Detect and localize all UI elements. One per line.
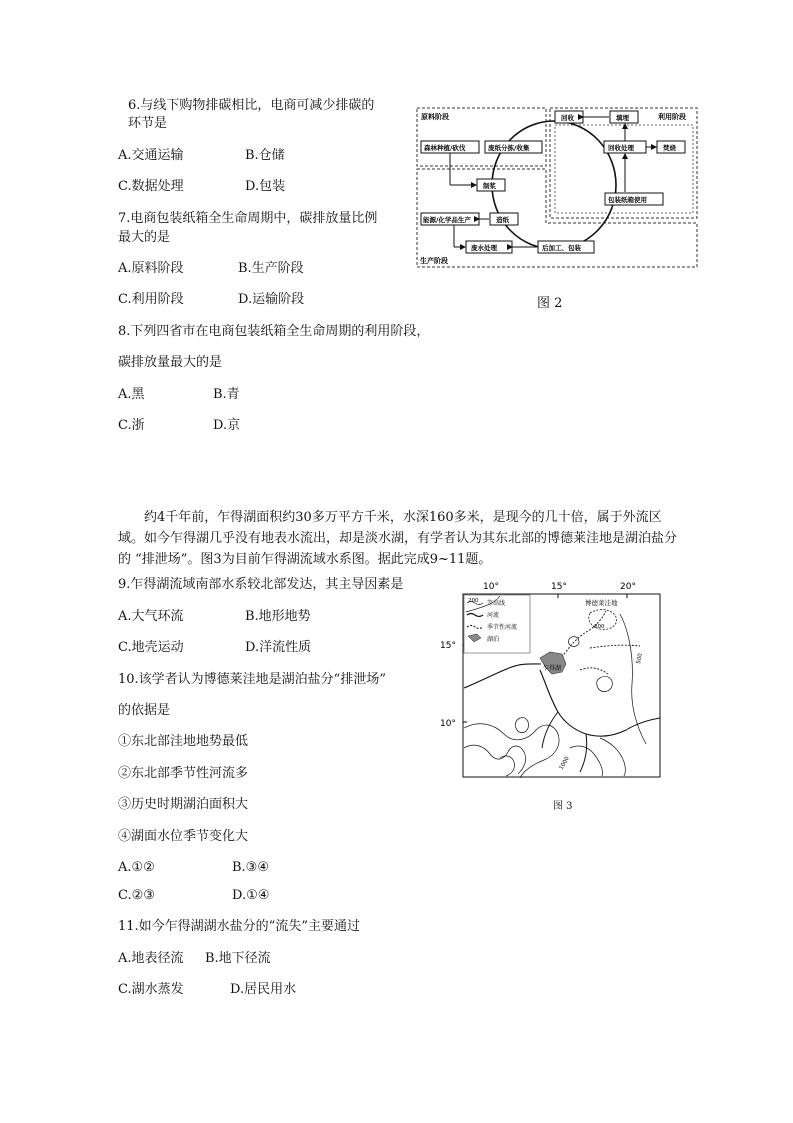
q8-stem-line2: 碳排放量最大的是	[118, 355, 223, 370]
q6-option-b: B.仓储	[245, 148, 285, 163]
legend-seasonal-river: 季节性河流	[487, 624, 518, 631]
q9-stem: 9.乍得湖流域南部水系较北部发达，其主导因素是	[118, 577, 404, 592]
q10-statement-3: ③历史时期湖泊面积大	[118, 797, 249, 812]
box-process	[604, 141, 646, 153]
svg-text:回收处理: 回收处理	[608, 144, 634, 152]
q11-option-c: C.湖水蒸发	[118, 982, 184, 997]
q9-option-c: C.地壳运动	[118, 640, 184, 655]
figure-2-diagram	[414, 103, 700, 271]
lat-10-label: 10°	[440, 719, 456, 729]
box-water	[466, 241, 512, 253]
box-pulp	[477, 179, 505, 191]
q8-option-c: C.浙	[118, 418, 145, 433]
lon-10-label: 10°	[483, 582, 499, 592]
contour-200-b: 200	[594, 624, 605, 630]
stage-use-label: 利用阶段	[658, 113, 686, 121]
box-chem	[421, 213, 479, 225]
svg-text:回收: 回收	[561, 114, 574, 122]
q7-option-c: C.利用阶段	[118, 292, 184, 307]
q10-option-d: D.①④	[232, 888, 270, 903]
svg-text:废水处理: 废水处理	[471, 244, 497, 252]
contour-1000: 1000	[558, 755, 571, 771]
svg-text:后加工、包装: 后加工、包装	[542, 244, 581, 252]
q7-stem-line1: 7.电商包装纸箱全生命周期中，碳排放量比例	[118, 211, 378, 226]
box-paper	[490, 213, 518, 225]
bodele-label: 博德莱洼地	[585, 599, 618, 607]
contour-500: 500	[636, 652, 644, 665]
q9-option-a: A.大气环流	[118, 609, 184, 624]
contour-200-a: 200	[468, 598, 479, 604]
box-pack	[538, 241, 594, 253]
svg-text:造纸: 造纸	[496, 216, 509, 224]
q8-option-b: B.青	[213, 387, 240, 402]
svg-text:焚烧: 焚烧	[663, 144, 676, 152]
stage-raw-label: 原料阶段	[421, 113, 449, 121]
q11-option-d: D.居民用水	[230, 982, 297, 997]
box-recycle	[555, 111, 583, 123]
q10-stem-line1: 10.该学者认为博德莱洼地是湖泊盐分“排泄场”	[118, 672, 386, 687]
q10-option-b: B.③④	[232, 860, 269, 875]
figure-3-caption: 图 3	[553, 801, 573, 812]
legend-lake: 湖泊	[487, 636, 500, 643]
q9-option-d: D.洋流性质	[245, 640, 312, 655]
q6-stem-line1: 6.与线下购物排碳相比，电商可减少排碳的	[128, 98, 375, 113]
lon-20-label: 20°	[620, 582, 636, 592]
passage: 约4千年前，乍得湖面积约30多万平方千米，水深160多米，是现今的几十倍，属于外流区域。如今乍得湖几乎没有地表水流出，却是淡水湖，有学者认为其东北部的博德莱洼地是湖泊盐分的 “排泄场”。图3为目前乍得湖流域水系图。据此完成9~11题。	[118, 510, 678, 567]
legend-river: 河流	[487, 612, 500, 619]
q6-option-c: C.数据处理	[118, 179, 184, 194]
svg-text:包装纸箱使用: 包装纸箱使用	[608, 196, 647, 204]
box-landfill	[610, 111, 638, 123]
q6-option-a: A.交通运输	[118, 148, 184, 163]
svg-text:填埋: 填埋	[616, 114, 629, 122]
figure-3-map	[440, 578, 665, 782]
q7-option-d: D.运输阶段	[238, 292, 305, 307]
q7-option-a: A.原料阶段	[118, 261, 184, 276]
q11-option-a: A.地表径流	[118, 951, 184, 966]
figure-2-caption: 图 2	[537, 296, 563, 311]
svg-text:能源/化学品生产: 能源/化学品生产	[423, 216, 471, 224]
q10-option-a: A.①②	[118, 860, 155, 875]
lake-chad-label: 乍得湖	[543, 665, 562, 672]
q10-statement-4: ④湖面水位季节变化大	[118, 829, 249, 844]
q7-stem-line2: 最大的是	[118, 230, 171, 245]
q6-stem-line2: 环节是	[128, 116, 168, 131]
svg-text:制浆: 制浆	[483, 182, 496, 190]
q9-option-b: B.地形地势	[245, 609, 311, 624]
q10-option-c: C.②③	[118, 888, 155, 903]
q8-stem-line1: 8.下列四省市在电商包装纸箱全生命周期的利用阶段，	[118, 324, 430, 339]
box-burn	[657, 141, 685, 153]
box-wastepaper	[485, 141, 542, 153]
lat-15-label: 15°	[440, 641, 456, 651]
svg-text:废纸分拣/收集: 废纸分拣/收集	[488, 144, 530, 152]
q6-option-d: D.包装	[245, 179, 286, 194]
q10-statement-1: ①东北部洼地地势最低	[118, 734, 249, 749]
q7-option-b: B.生产阶段	[238, 261, 304, 276]
q8-option-a: A.黑	[118, 387, 145, 402]
box-forest	[421, 141, 479, 153]
legend-contour: 等高线	[487, 600, 506, 607]
q8-option-d: D.京	[213, 418, 241, 433]
q10-statement-2: ②东北部季节性河流多	[118, 766, 249, 781]
q11-option-b: B.地下径流	[205, 951, 271, 966]
cycle-circle	[492, 121, 616, 249]
stage-prod-label: 生产阶段	[420, 257, 448, 265]
lon-15-label: 15°	[551, 582, 567, 592]
q11-stem: 11.如今乍得湖湖水盐分的“流失”主要通过	[118, 919, 360, 934]
q10-stem-line2: 的依据是	[118, 703, 171, 718]
svg-text:森林种植/砍伐: 森林种植/砍伐	[424, 144, 466, 152]
box-use	[605, 193, 663, 205]
